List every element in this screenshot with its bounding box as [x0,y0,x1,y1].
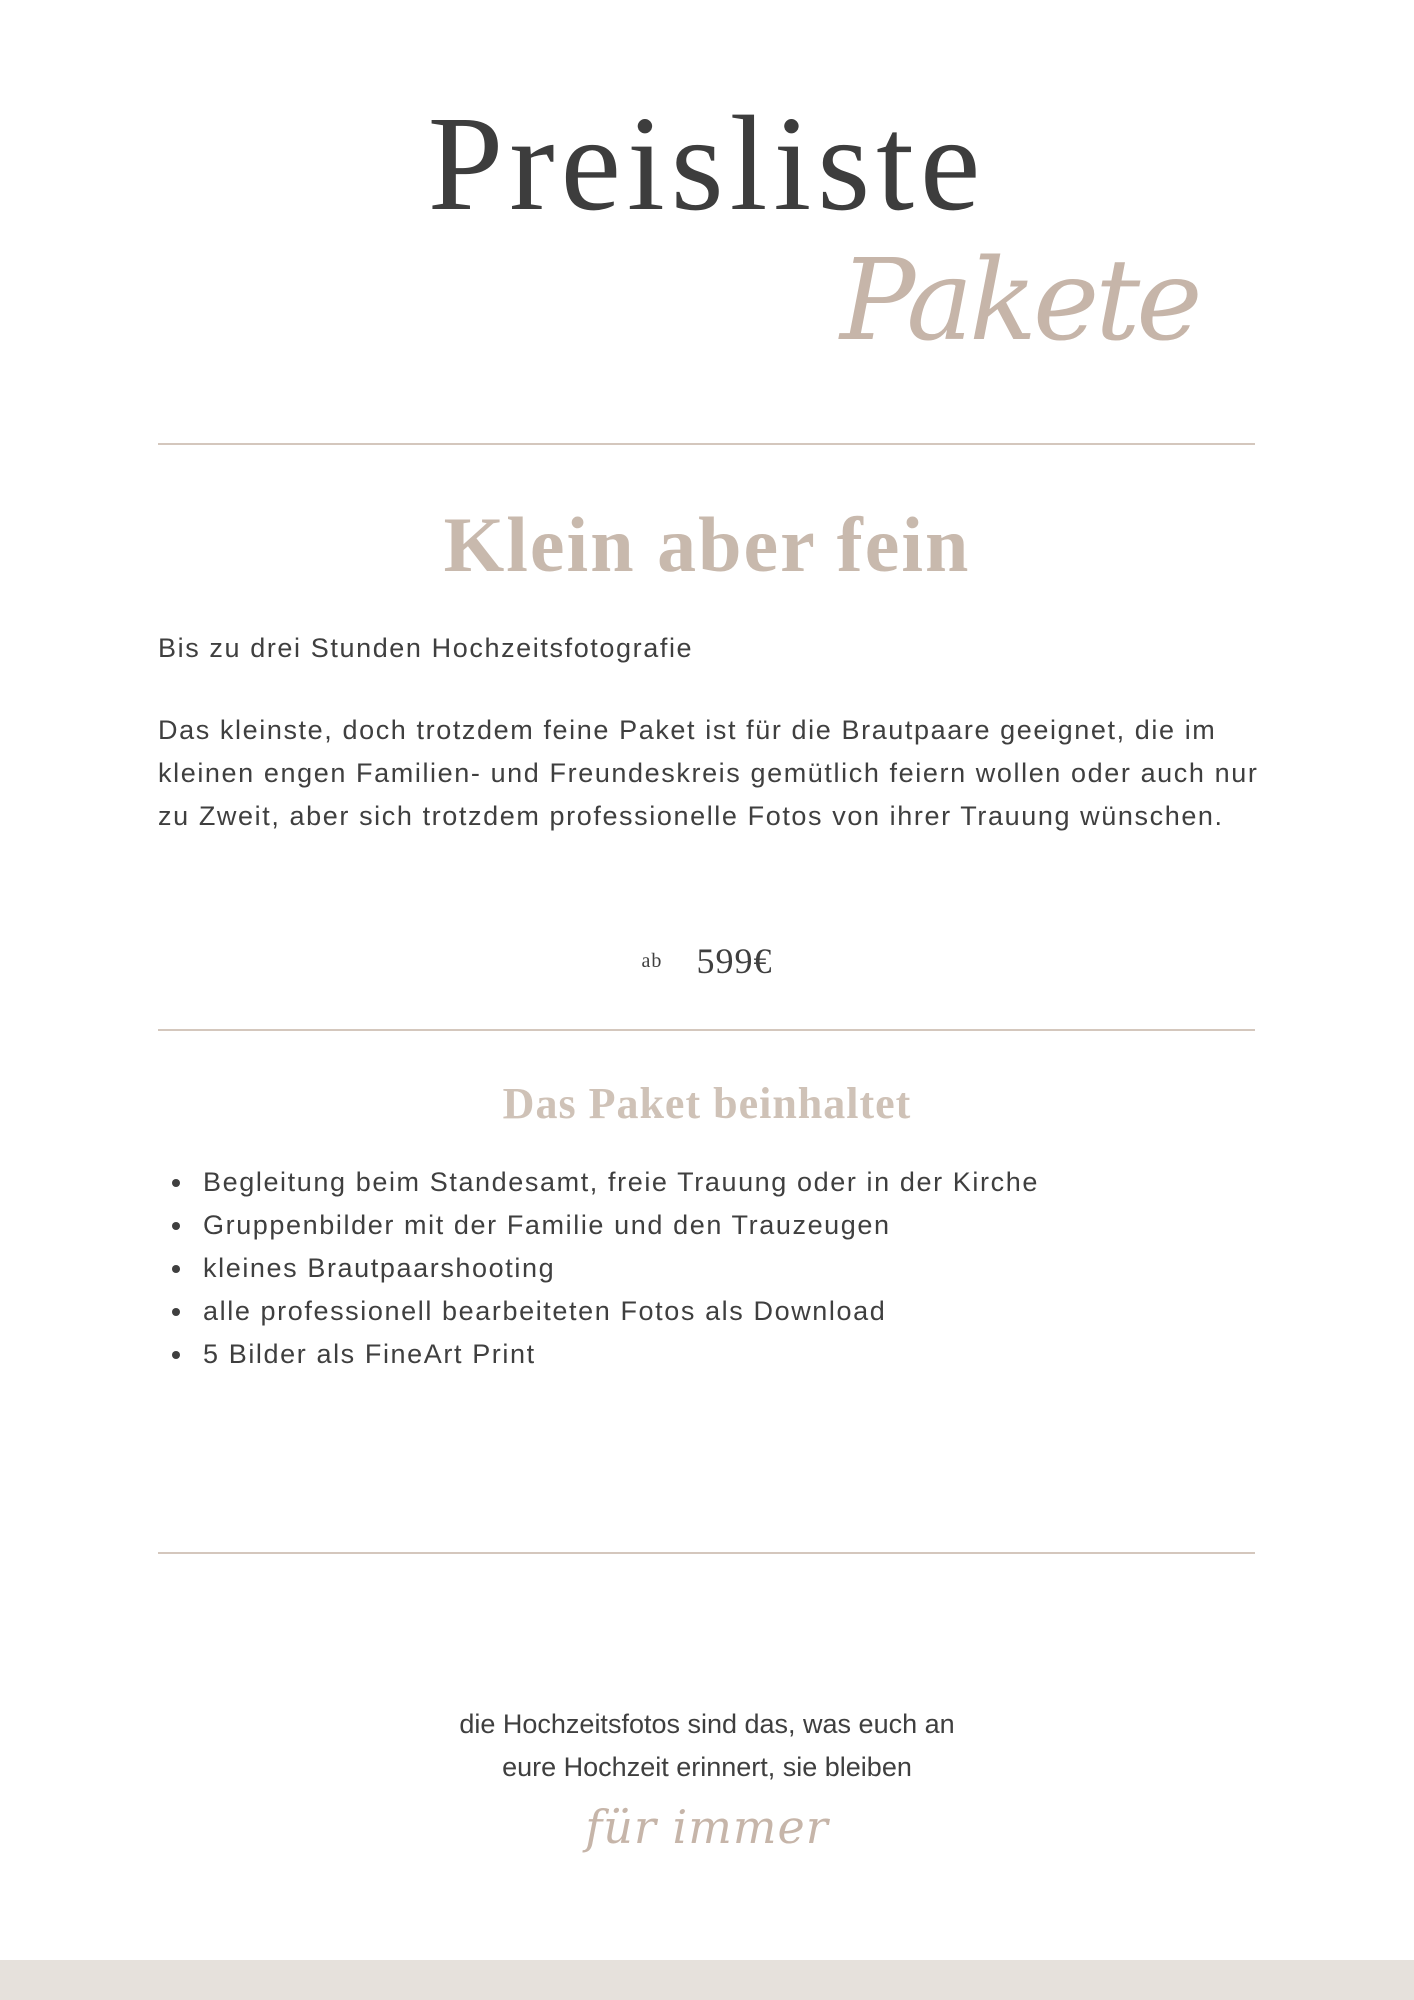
bullet-icon [172,1265,180,1273]
feature-text: Begleitung beim Standesamt, freie Trauung oder in der Kirche [203,1167,1039,1197]
divider-bottom [158,1552,1255,1554]
bullet-icon [172,1308,180,1316]
script-text-forever: für immer [585,1800,829,1854]
feature-text: Gruppenbilder mit der Familie und den Trauzeugen [203,1210,891,1240]
list-item [158,1204,1039,1247]
bullet-icon [172,1351,180,1359]
divider-middle [158,1029,1255,1031]
quote-line-1: die Hochzeitsfotos sind das, was euch an [459,1709,955,1739]
footer-quote [0,1703,1414,1789]
bullet-icon [172,1222,180,1230]
feature-text: 5 Bilder als FineArt Print [203,1339,536,1369]
price-value: 599€ [696,941,773,981]
list-item [158,1290,1039,1333]
feature-text: alle professionell bearbeiteten Fotos als Download [203,1296,887,1326]
divider-top [158,443,1255,445]
features-list [158,1161,1039,1376]
price-row [0,940,1414,982]
list-item [158,1333,1039,1376]
package-subtitle: Bis zu drei Stunden Hochzeitsfotografie [158,633,694,663]
quote-line-2: eure Hochzeit erinnert, sie bleiben [502,1752,912,1782]
script-heading-pakete: Pakete [840,236,1199,366]
package-description: Das kleinste, doch trotzdem feine Paket ist für die Brautpaare geeignet, die im kleinen engen Familien- und Freundeskreis gemütlich feiern wollen oder auch nur zu Zweit, aber sich trotzdem professionelle Fotos von ihrer Trauung wünschen. [158,715,1259,831]
price-prefix: ab [641,949,663,972]
feature-text: kleines Brautpaarshooting [203,1253,556,1283]
includes-title: Das Paket beinhaltet [502,1079,912,1128]
list-item [158,1247,1039,1290]
package-title: Klein aber fein [443,501,971,588]
page-title: Preisliste [427,89,987,239]
footer-bar [0,1960,1414,2000]
bullet-icon [172,1179,180,1187]
list-item [158,1161,1039,1204]
